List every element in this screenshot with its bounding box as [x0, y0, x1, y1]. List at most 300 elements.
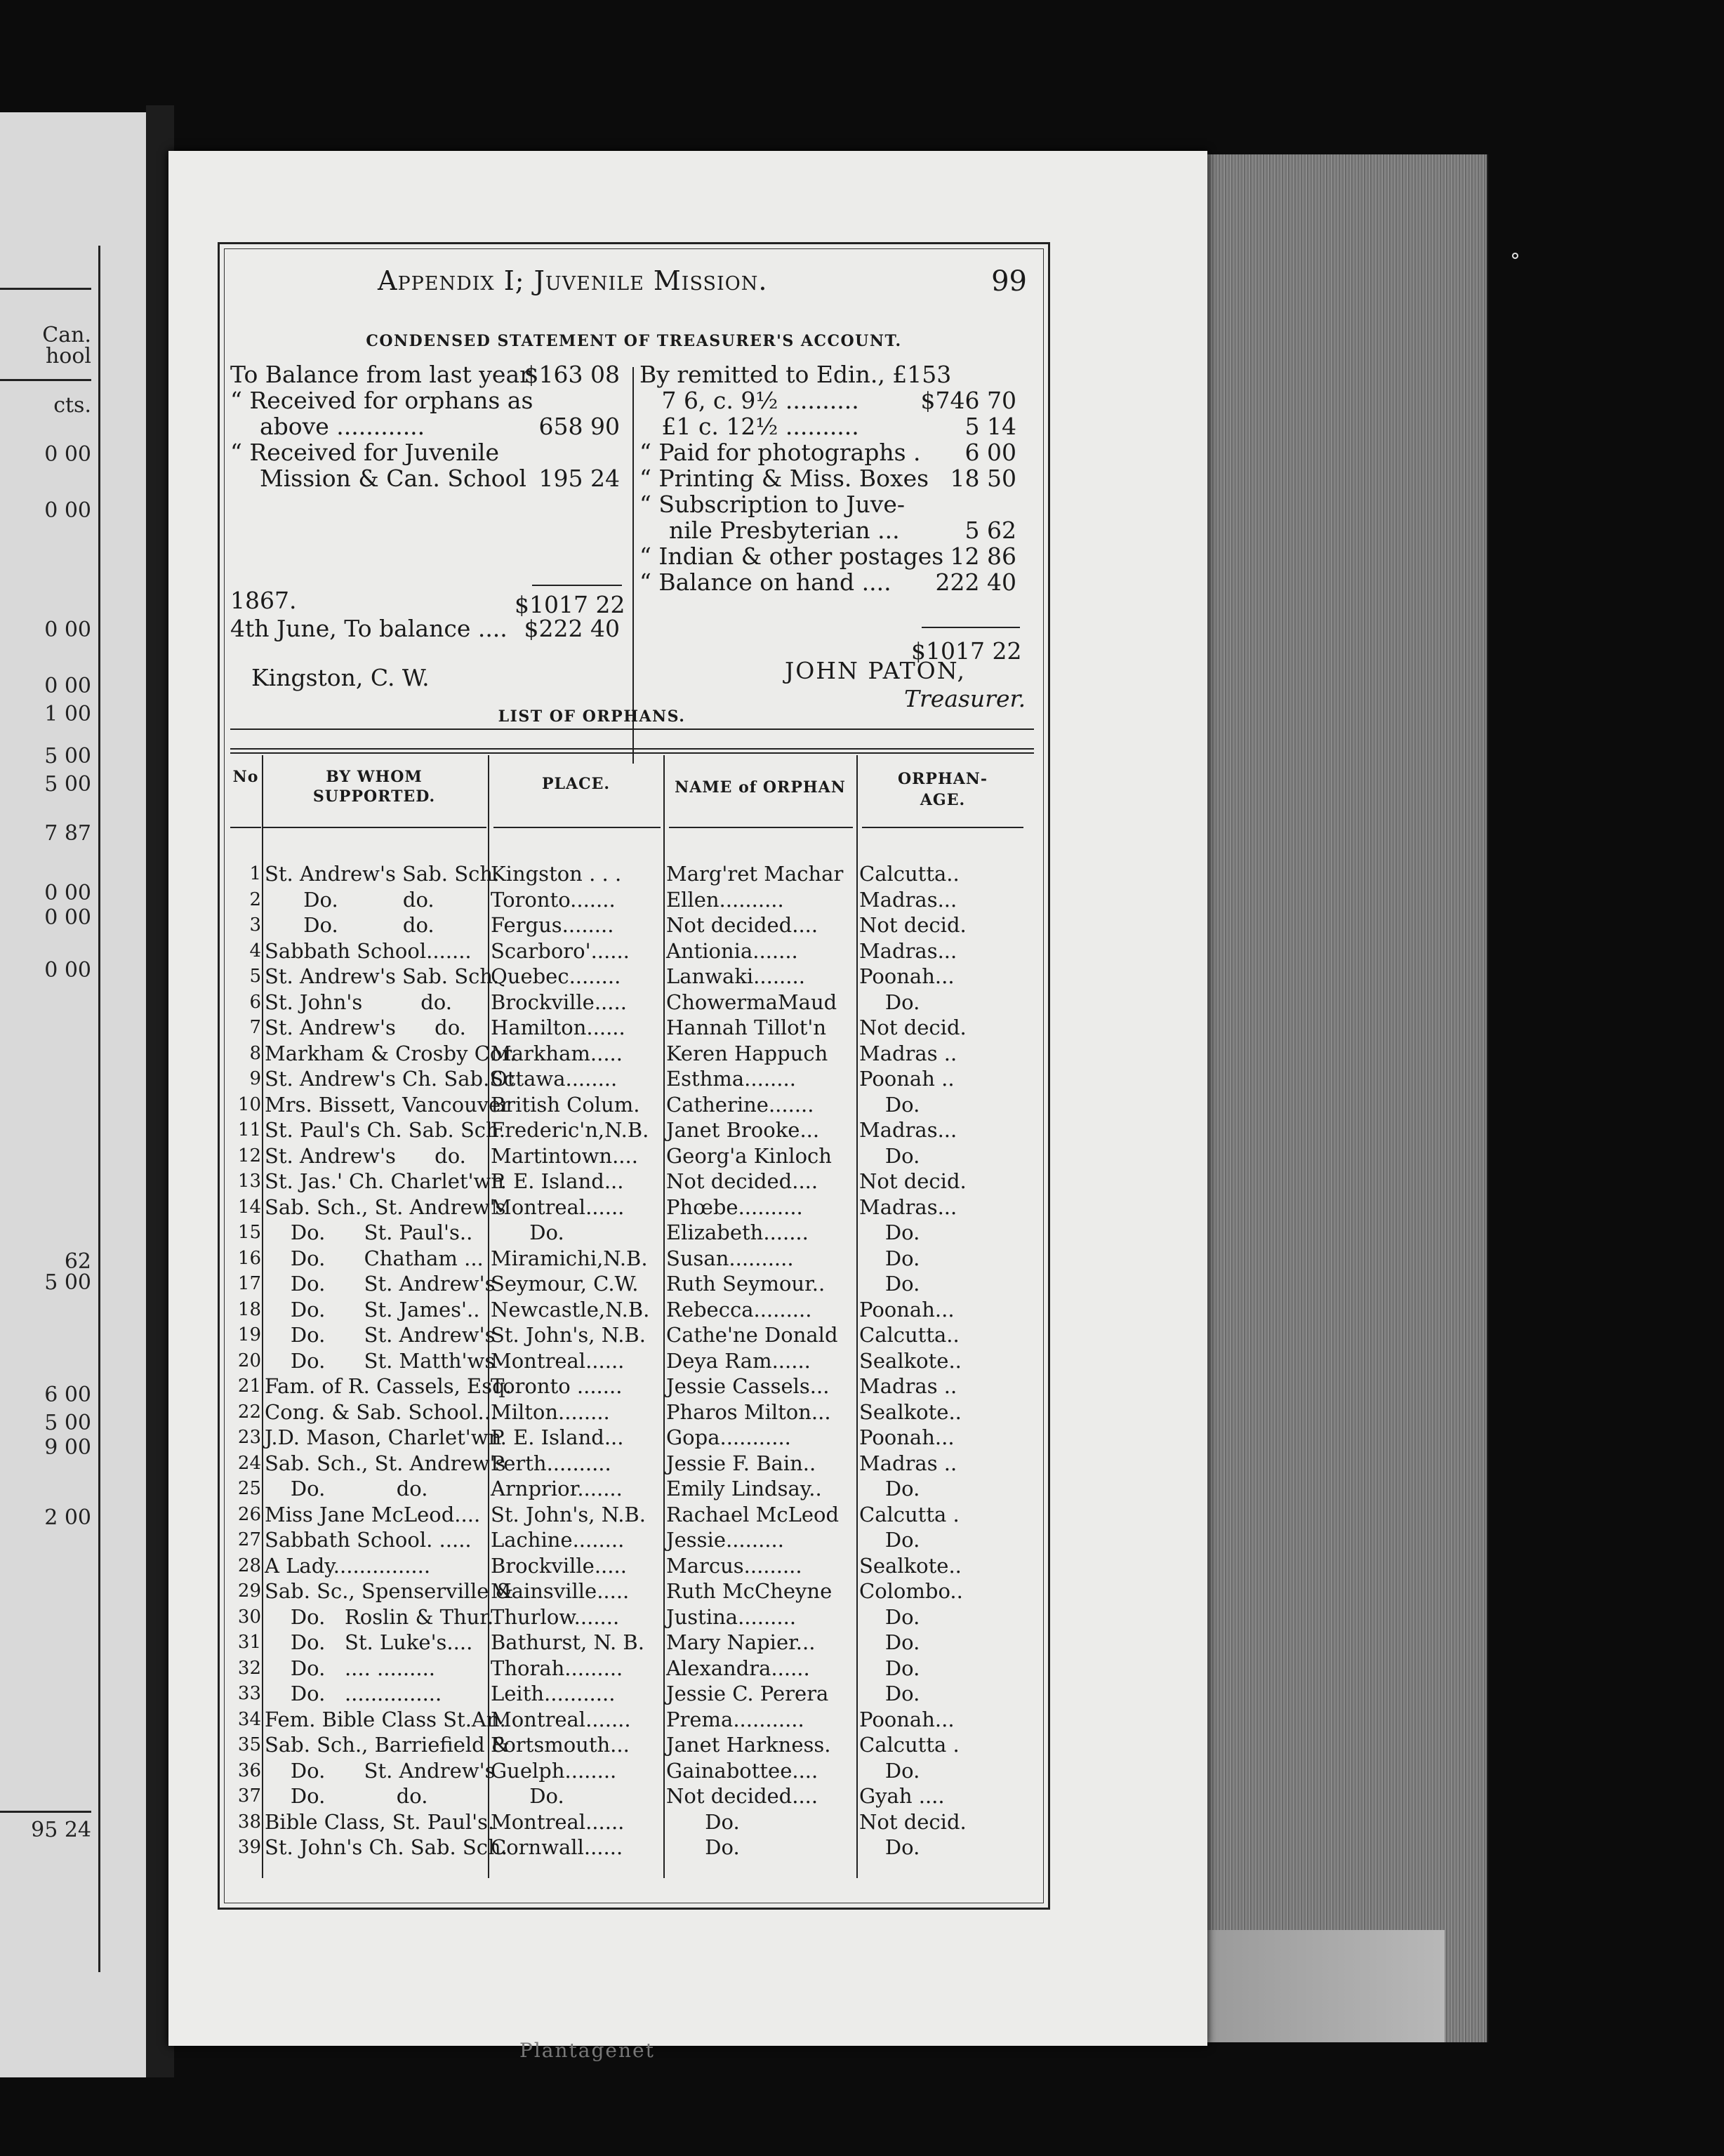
row-orphan-name: Jessie F. Bain..: [666, 1451, 816, 1475]
row-number: 4: [249, 940, 261, 961]
table-row: [220, 1451, 1034, 1477]
table-row: [220, 1708, 1034, 1734]
row-orphanage: Calcutta..: [859, 1323, 960, 1347]
row-supporter: Do. St. Matth'ws: [265, 1348, 496, 1373]
header-underline: [263, 827, 486, 828]
row-place: Montreal......: [491, 1195, 625, 1219]
row-orphanage: Poonah...: [859, 1425, 955, 1449]
left-page-line: 62: [64, 1249, 91, 1274]
row-place: Miramichi,N.B.: [491, 1246, 648, 1270]
row-orphan-name: Cathe'ne Donald: [666, 1323, 838, 1347]
signer-title: Treasurer.: [904, 685, 1026, 712]
row-number: 18: [237, 1298, 261, 1320]
statement-title: CONDENSED STATEMENT OF TREASURER'S ACCOUNT.: [366, 332, 902, 350]
statement-right-amount: 6 00: [964, 439, 1016, 466]
row-number: 13: [237, 1171, 261, 1192]
header-number: I;: [503, 265, 525, 296]
table-row: [220, 1323, 1034, 1349]
row-orphanage: Do.: [859, 990, 920, 1014]
row-orphanage: Do.: [859, 1246, 920, 1270]
row-number: 19: [237, 1324, 261, 1345]
row-place: Guelph........: [491, 1758, 617, 1783]
left-page-line: 0 00: [44, 498, 91, 523]
table-row: [220, 1246, 1034, 1272]
row-orphan-name: Marcus.........: [666, 1553, 802, 1578]
left-page-line: 0 00: [44, 905, 91, 930]
statement-right-text: “ Indian & other postages: [639, 543, 944, 570]
row-supporter: Sab. Sch., Barriefield &: [265, 1733, 510, 1757]
table-row: [220, 1605, 1034, 1631]
row-place: Ottawa........: [491, 1067, 618, 1091]
row-orphan-name: Rachael McLeod: [666, 1502, 840, 1526]
row-place: Hamilton......: [491, 1016, 625, 1039]
row-orphan-name: Marg'ret Machar: [666, 862, 844, 886]
row-orphan-name: Georg'a Kinloch: [666, 1143, 832, 1168]
statement-left-text: “ Received for Juvenile: [230, 439, 499, 466]
row-place: British Colum.: [491, 1092, 640, 1117]
row-orphanage: Madras...: [859, 1195, 957, 1219]
row-supporter: Fem. Bible Class St.An.: [265, 1707, 506, 1731]
row-orphanage: Do.: [859, 1656, 920, 1680]
row-orphanage: Do.: [859, 1835, 920, 1859]
table-row: [220, 990, 1034, 1016]
row-supporter: St. John's do.: [265, 990, 452, 1014]
row-place: Seymour, C.W.: [491, 1272, 639, 1296]
statement-right-text: £1 c. 12½ ..........: [639, 413, 859, 440]
col-head-orphanage-1: ORPHAN-: [897, 770, 988, 788]
row-place: Martintown....: [491, 1143, 638, 1168]
row-number: 32: [237, 1657, 261, 1679]
left-total-year: 1867.: [230, 587, 297, 614]
row-place: St. John's, N.B.: [491, 1502, 646, 1526]
row-orphan-name: Janet Harkness.: [666, 1733, 831, 1757]
right-total-rule: [922, 627, 1020, 628]
statement-right-text: “ Subscription to Juve-: [639, 491, 906, 518]
row-number: 34: [237, 1708, 261, 1730]
row-number: 14: [237, 1196, 261, 1218]
balance-amount: $222 40: [524, 615, 620, 642]
table-row: [220, 1579, 1034, 1605]
row-supporter: Do. do.: [265, 887, 435, 912]
col-head-name: NAME of ORPHAN: [675, 778, 846, 797]
row-number: 15: [237, 1222, 261, 1243]
row-orphanage: Not decid.: [859, 1016, 967, 1039]
row-orphan-name: Catherine.......: [666, 1092, 814, 1117]
row-place: Montreal......: [491, 1348, 625, 1373]
row-orphanage: Do.: [859, 1477, 920, 1500]
row-place: Do.: [491, 1220, 564, 1244]
row-number: 17: [237, 1273, 261, 1294]
row-place: Leith...........: [491, 1682, 616, 1705]
row-supporter: Markham & Crosby Cor.: [265, 1041, 517, 1065]
row-orphanage: Do.: [859, 1604, 920, 1629]
left-total: $1017 22: [515, 591, 625, 618]
row-number: 27: [237, 1529, 261, 1550]
row-number: 2: [249, 889, 261, 910]
left-page-line: 0 00: [44, 674, 91, 698]
statement-left-amount: $163 08: [524, 361, 620, 388]
row-number: 38: [237, 1811, 261, 1832]
statement-left-text: “ Received for orphans as: [230, 387, 533, 414]
table-row: [220, 1195, 1034, 1221]
left-page-line: 5 00: [44, 772, 91, 797]
page-edges-bottom: [1206, 1930, 1445, 2042]
statement-right-text: 7 6, c. 9½ ..........: [639, 387, 859, 414]
row-supporter: J.D. Mason, Charlet'wn: [265, 1425, 502, 1449]
statement-left-amount: 195 24: [538, 465, 620, 492]
row-orphanage: Do.: [859, 1758, 920, 1783]
row-place: Thurlow.......: [491, 1604, 620, 1629]
table-row: [220, 1400, 1034, 1426]
table-row: [220, 1298, 1034, 1324]
row-supporter: Do. Chatham ...: [265, 1246, 484, 1270]
row-orphan-name: Antionia.......: [666, 938, 798, 963]
row-place: Bathurst, N. B.: [491, 1630, 644, 1654]
row-place: Markham.....: [491, 1041, 623, 1065]
row-orphan-name: Rebecca.........: [666, 1297, 812, 1322]
table-row: [220, 1220, 1034, 1246]
row-orphan-name: Gopa...........: [666, 1425, 791, 1449]
statement-right-amount: 5 14: [964, 413, 1016, 440]
table-row: [220, 1272, 1034, 1298]
row-orphanage: Poonah...: [859, 1297, 955, 1322]
table-row: [220, 1093, 1034, 1119]
table-row: [220, 1682, 1034, 1708]
row-orphan-name: Ruth Seymour..: [666, 1272, 825, 1296]
left-page-line: Can.: [42, 323, 91, 347]
left-page-line: 1 00: [44, 702, 91, 726]
row-orphan-name: Not decided....: [666, 1169, 818, 1193]
col-head-no: No: [232, 768, 259, 786]
row-number: 36: [237, 1759, 261, 1781]
left-page-line: 5 00: [44, 1270, 91, 1295]
balance-line: 4th June, To balance ....: [230, 615, 508, 642]
row-orphan-name: Prema...........: [666, 1707, 804, 1731]
row-supporter: Do. Roslin & Thur.: [265, 1604, 494, 1629]
row-orphan-name: Keren Happuch: [666, 1041, 828, 1065]
row-number: 25: [237, 1478, 261, 1499]
page-edges: [1206, 154, 1488, 2042]
statement-right-text: nile Presbyterian ...: [639, 517, 900, 544]
orphans-rule-top: [230, 728, 1034, 730]
statement-right-text: “ Paid for photographs .: [639, 439, 921, 466]
row-number: 22: [237, 1401, 261, 1423]
row-orphanage: Not decid.: [859, 1169, 967, 1193]
row-number: 33: [237, 1683, 261, 1704]
row-orphan-name: Pharos Milton...: [666, 1399, 831, 1424]
row-place: Do.: [491, 1784, 564, 1808]
row-orphan-name: Justina.........: [666, 1604, 797, 1629]
row-number: 7: [249, 1017, 261, 1038]
left-page-line: 6 00: [44, 1383, 91, 1407]
row-orphanage: Poonah...: [859, 1707, 955, 1731]
row-number: 29: [237, 1581, 261, 1602]
row-orphanage: Poonah...: [859, 964, 955, 988]
left-page-line: 0 00: [44, 958, 91, 983]
row-orphanage: Not decid.: [859, 1809, 967, 1834]
row-place: Thorah.........: [491, 1656, 623, 1680]
table-row: [220, 1810, 1034, 1836]
row-place: P. E. Island...: [491, 1169, 624, 1193]
row-supporter: A Lady...............: [265, 1553, 431, 1578]
statement-left-text: Mission & Can. School: [230, 465, 526, 492]
row-orphan-name: Alexandra......: [666, 1656, 810, 1680]
table-row: [220, 1630, 1034, 1656]
row-place: Montreal.......: [491, 1707, 631, 1731]
row-orphanage: Calcutta .: [859, 1733, 960, 1757]
row-number: 21: [237, 1376, 261, 1397]
left-page-line: cts.: [53, 393, 91, 418]
table-row: [220, 888, 1034, 914]
row-orphanage: Do.: [859, 1092, 920, 1117]
left-page-rule: [0, 288, 91, 290]
row-orphan-name: Jessie C. Perera: [666, 1682, 829, 1705]
table-row: [220, 1477, 1034, 1503]
header-appendix: Appendix: [378, 265, 495, 296]
row-orphan-name: Elizabeth.......: [666, 1220, 809, 1244]
table-row: [220, 1118, 1034, 1144]
table-row: [220, 1503, 1034, 1529]
row-orphan-name: Janet Brooke...: [666, 1118, 820, 1142]
left-page: [0, 112, 149, 2077]
row-supporter: Do. ...............: [265, 1682, 442, 1705]
table-row: [220, 1144, 1034, 1170]
row-orphan-name: Susan..........: [666, 1246, 794, 1270]
row-supporter: St. Jas.' Ch. Charlet'wn: [265, 1169, 505, 1193]
row-number: 16: [237, 1247, 261, 1269]
table-row: [220, 1759, 1034, 1785]
row-orphan-name: Hannah Tillot'n: [666, 1016, 827, 1039]
row-supporter: Sab. Sch., St. Andrew's: [265, 1195, 506, 1219]
row-orphanage: Madras...: [859, 887, 957, 912]
row-place: Lachine........: [491, 1528, 625, 1552]
row-number: 28: [237, 1555, 261, 1576]
row-number: 10: [237, 1093, 261, 1115]
statement-right-text: By remitted to Edin., £153: [639, 361, 952, 388]
row-orphanage: Calcutta..: [859, 862, 960, 886]
row-place: St. John's, N.B.: [491, 1323, 646, 1347]
col-head-place: PLACE.: [541, 775, 611, 793]
statement-right-text: “ Printing & Miss. Boxes: [639, 465, 929, 492]
row-supporter: St. Andrew's do.: [265, 1016, 466, 1039]
row-orphan-name: Emily Lindsay..: [666, 1477, 822, 1500]
table-row: [220, 1169, 1034, 1195]
row-supporter: St. Andrew's Ch. Sab.Sc: [265, 1067, 515, 1091]
row-place: Mainsville.....: [491, 1579, 630, 1603]
row-number: 39: [237, 1837, 261, 1858]
row-orphan-name: Jessie.........: [666, 1528, 784, 1552]
table-row: [220, 939, 1034, 965]
row-number: 24: [237, 1452, 261, 1474]
row-orphanage: Colombo..: [859, 1579, 963, 1603]
row-number: 9: [249, 1068, 261, 1089]
header-underline: [862, 827, 1023, 828]
row-supporter: Sab. Sch., St. Andrew's: [265, 1451, 506, 1475]
row-number: 30: [237, 1606, 261, 1628]
left-page-line: 5 00: [44, 1411, 91, 1435]
row-orphan-name: ChowermaMaud: [666, 990, 837, 1014]
row-supporter: St. Andrew's do.: [265, 1143, 466, 1168]
row-place: Toronto.......: [491, 887, 616, 912]
left-page-line: 7 87: [44, 821, 91, 846]
statement-left-text: above ............: [230, 413, 425, 440]
row-orphanage: Madras ..: [859, 1374, 957, 1398]
row-number: 26: [237, 1503, 261, 1525]
row-place: Quebec........: [491, 964, 621, 988]
table-row: [220, 1016, 1034, 1042]
orphans-rule-2: [230, 748, 1034, 750]
header-mission: Juvenile Mission.: [533, 265, 768, 296]
row-place: Arnprior.......: [491, 1477, 623, 1500]
left-page-line: 9 00: [44, 1435, 91, 1460]
statement-right-amount: 18 50: [950, 465, 1016, 492]
row-number: 35: [237, 1734, 261, 1755]
table-row: [220, 913, 1034, 939]
row-orphan-name: Mary Napier...: [666, 1630, 816, 1654]
left-total-rule: [532, 585, 622, 586]
col-head-orphanage-2: AGE.: [920, 791, 966, 809]
left-page-rule: [0, 379, 91, 381]
row-supporter: Miss Jane McLeod....: [265, 1502, 481, 1526]
row-number: 20: [237, 1350, 261, 1371]
row-place: Scarboro'......: [491, 938, 630, 963]
row-number: 5: [249, 966, 261, 987]
row-supporter: Do. St. Luke's....: [265, 1630, 473, 1654]
row-orphan-name: Ruth McCheyne: [666, 1579, 833, 1603]
row-supporter: Bible Class, St. Paul's.: [265, 1809, 495, 1834]
row-place: P. E. Island...: [491, 1425, 624, 1449]
row-orphan-name: Not decided....: [666, 913, 818, 937]
statement-divider: [632, 367, 634, 764]
row-place: Toronto .......: [491, 1374, 623, 1398]
row-orphan-name: Do.: [666, 1835, 740, 1859]
row-orphan-name: Do.: [666, 1809, 740, 1834]
row-orphan-name: Ellen..........: [666, 887, 784, 912]
row-orphanage: Sealkote..: [859, 1399, 962, 1424]
row-place: Perth..........: [491, 1451, 611, 1475]
footer-stamp: Plantagenet: [519, 2039, 655, 2062]
row-number: 11: [237, 1119, 261, 1140]
table-row: [220, 1656, 1034, 1682]
row-orphanage: Gyah ....: [859, 1784, 945, 1808]
table-row: [220, 1528, 1034, 1554]
row-orphan-name: Esthma........: [666, 1067, 796, 1091]
header-underline: [669, 827, 853, 828]
page-header: [378, 265, 767, 296]
row-supporter: Cong. & Sab. School...: [265, 1399, 498, 1424]
table-row: [220, 1733, 1034, 1759]
row-number: 8: [249, 1042, 261, 1064]
statement-place: Kingston, C. W.: [251, 664, 430, 691]
statement-right-amount: $746 70: [920, 387, 1016, 414]
orphans-rule-3: [230, 752, 1034, 754]
table-row: [220, 1425, 1034, 1451]
table-row: [220, 1349, 1034, 1375]
row-number: 23: [237, 1427, 261, 1448]
statement-left-amount: 658 90: [538, 413, 620, 440]
left-page-line: 0 00: [44, 881, 91, 905]
table-row: [220, 1374, 1034, 1400]
row-orphanage: Madras ..: [859, 1041, 957, 1065]
table-row: [220, 862, 1034, 888]
left-page-rule: [0, 1811, 91, 1813]
row-orphan-name: Not decided....: [666, 1784, 818, 1808]
row-supporter: Do. St. Andrew's: [265, 1758, 496, 1783]
row-orphanage: Madras ..: [859, 1451, 957, 1475]
row-orphanage: Do.: [859, 1220, 920, 1244]
row-number: 12: [237, 1145, 261, 1166]
row-orphanage: Madras...: [859, 938, 957, 963]
orphans-title: LIST OF ORPHANS.: [498, 707, 686, 726]
row-supporter: Sabbath School.......: [265, 938, 472, 963]
row-number: 31: [237, 1632, 261, 1653]
header-underline: [230, 827, 261, 828]
table-row: [220, 1042, 1034, 1067]
table-row: [220, 1835, 1034, 1861]
left-page-line: 5 00: [44, 744, 91, 768]
signer-name: JOHN PATON,: [785, 657, 966, 684]
row-supporter: Do. do.: [265, 913, 435, 937]
statement-right-amount: 5 62: [964, 517, 1016, 544]
table-row: [220, 1554, 1034, 1580]
row-orphan-name: Lanwaki........: [666, 964, 805, 988]
left-page-line: hool: [45, 344, 91, 368]
row-orphan-name: Jessie Cassels...: [666, 1374, 830, 1398]
row-orphanage: Calcutta .: [859, 1502, 960, 1526]
row-orphanage: Not decid.: [859, 913, 967, 937]
row-orphanage: Do.: [859, 1528, 920, 1552]
row-orphanage: Do.: [859, 1630, 920, 1654]
row-orphanage: Poonah ..: [859, 1067, 955, 1091]
row-place: Portsmouth...: [491, 1733, 630, 1757]
row-orphanage: Do.: [859, 1143, 920, 1168]
row-supporter: Do. St. Paul's..: [265, 1220, 473, 1244]
header-underline: [493, 827, 661, 828]
row-place: Frederic'n,N.B.: [491, 1118, 649, 1142]
row-orphanage: Do.: [859, 1272, 920, 1296]
row-place: Montreal......: [491, 1809, 625, 1834]
row-place: Cornwall......: [491, 1835, 623, 1859]
left-page-line: 95 24: [31, 1818, 91, 1842]
row-number: 6: [249, 991, 261, 1013]
row-supporter: Do. St. Andrew's: [265, 1323, 496, 1347]
row-supporter: Mrs. Bissett, Vancouver: [265, 1092, 511, 1117]
row-supporter: St. Paul's Ch. Sab. Sch.: [265, 1118, 505, 1142]
row-orphanage: Sealkote..: [859, 1348, 962, 1373]
row-place: Brockville.....: [491, 990, 627, 1014]
row-supporter: Do. St. James'..: [265, 1297, 480, 1322]
row-supporter: Do. .... .........: [265, 1656, 436, 1680]
statement-right-amount: 222 40: [935, 568, 1016, 596]
row-place: Milton........: [491, 1399, 610, 1424]
table-row: [220, 964, 1034, 990]
right-total: $1017 22: [911, 637, 1022, 665]
left-page-line: 0 00: [44, 442, 91, 467]
row-orphanage: Do.: [859, 1682, 920, 1705]
row-orphan-name: Phœbe..........: [666, 1195, 803, 1219]
row-supporter: Fam. of R. Cassels, Esq.: [265, 1374, 512, 1398]
row-supporter: Sabbath School. .....: [265, 1528, 472, 1552]
row-place: Fergus........: [491, 913, 614, 937]
row-orphanage: Sealkote..: [859, 1553, 962, 1578]
row-place: Newcastle,N.B.: [491, 1297, 650, 1322]
row-orphan-name: Gainabottee....: [666, 1758, 818, 1783]
left-page-line: 2 00: [44, 1505, 91, 1530]
row-supporter: St. Andrew's Sab. Sch.: [265, 862, 500, 886]
statement-right-text: “ Balance on hand ....: [639, 568, 891, 596]
statement-right-amount: 12 86: [950, 543, 1016, 570]
row-number: 3: [249, 914, 261, 936]
